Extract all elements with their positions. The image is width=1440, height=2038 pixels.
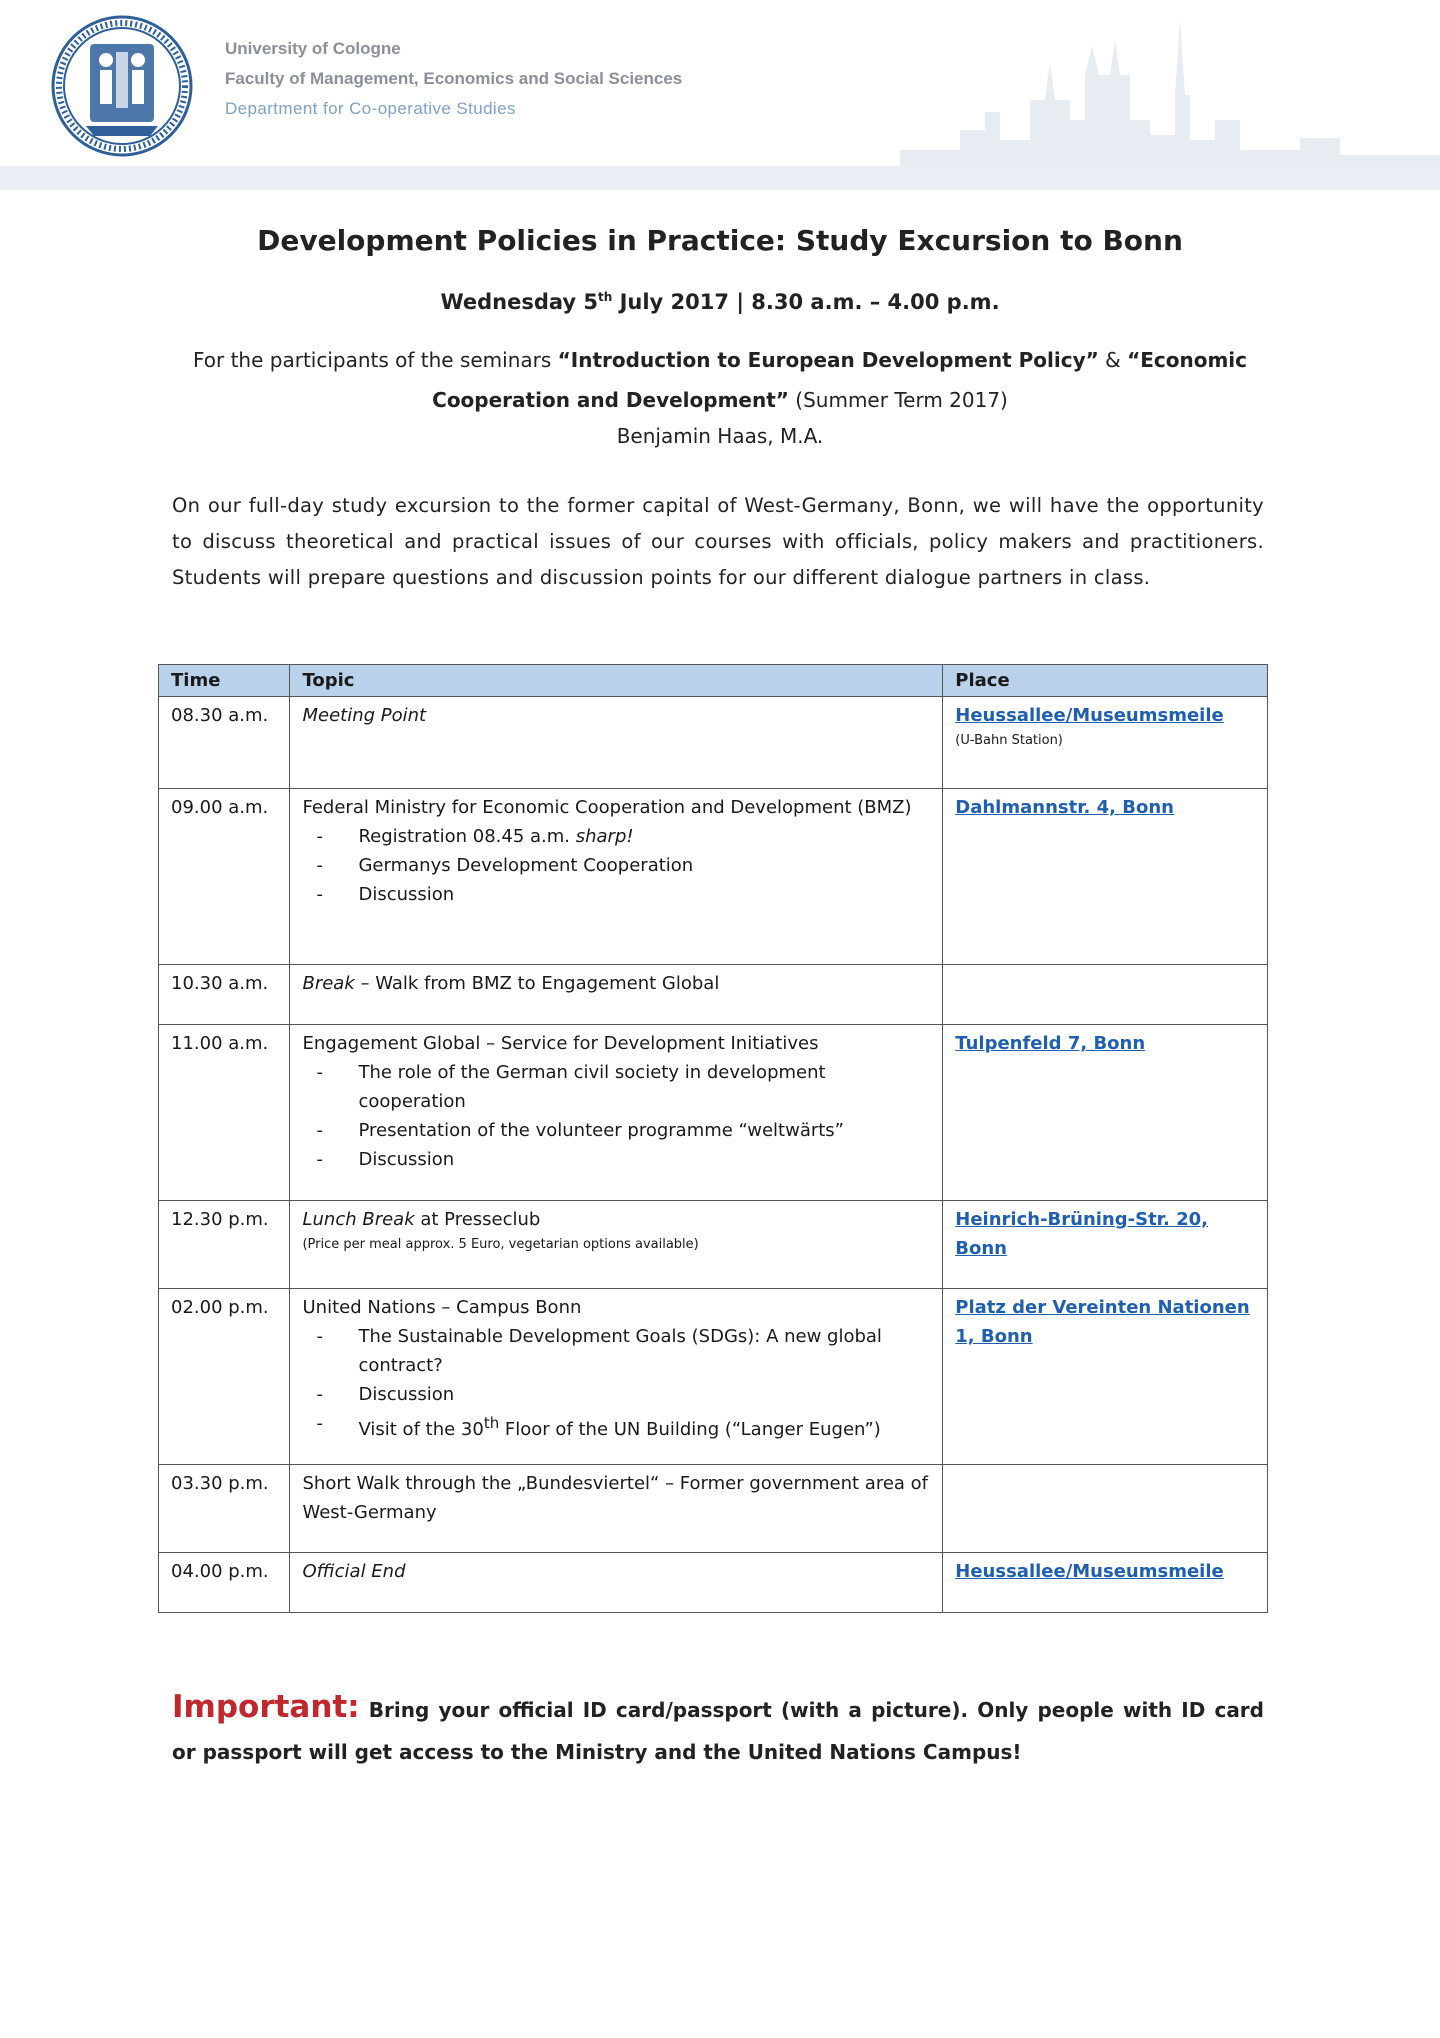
time-cell: 03.30 p.m. [159, 1465, 290, 1553]
important-notice [172, 1686, 1264, 1773]
header-time: Time [159, 665, 290, 697]
place-cell [943, 1201, 1268, 1289]
bullet-item: - The Sustainable Development Goals (SDGs): A new global contract? [302, 1322, 930, 1380]
time-cell: 02.00 p.m. [159, 1289, 290, 1465]
intro-paragraph: On our full-day study excursion to the former capital of West-Germany, Bonn, we will have the opportunity to discuss theoretical and practical issues of our courses with officials, policy makers and practitioners. Students will prepare questions and discussion points for our different dialogue partners in class. [172, 494, 1264, 589]
university-name: University of Cologne [225, 39, 401, 58]
topic-cell [290, 1025, 943, 1201]
table-row [159, 789, 1268, 965]
table-row [159, 1025, 1268, 1201]
schedule-table [158, 664, 1268, 1613]
place-cell [943, 965, 1268, 1025]
place-cell [943, 697, 1268, 789]
event-date [0, 290, 1440, 314]
topic-rest: – Walk from BMZ to Engagement Global [354, 973, 720, 994]
topic-bullets [302, 822, 930, 909]
place-cell [943, 789, 1268, 965]
topic-cell [290, 1201, 943, 1289]
topic-italic: Official End [302, 1561, 406, 1582]
bullet-item: - Discussion [302, 1145, 930, 1174]
bullet-item: - Presentation of the volunteer programme “weltwärts” [302, 1116, 930, 1145]
table-row [159, 1465, 1268, 1553]
place-link[interactable]: Platz der Vereinten Nationen 1, Bonn [955, 1297, 1250, 1347]
lecturer-name: Benjamin Haas, M.A. [616, 424, 824, 448]
time-cell: 12.30 p.m. [159, 1201, 290, 1289]
topic-bullets [302, 1058, 930, 1174]
bullet-ordinal: th [483, 1414, 500, 1432]
important-label: Important: [172, 1689, 360, 1725]
participants-amp: & [1098, 348, 1128, 372]
topic-title: United Nations – Campus Bonn [302, 1297, 582, 1318]
bullet-item: - The role of the German civil society in development cooperation [302, 1058, 930, 1116]
topic-title: Federal Ministry for Economic Cooperation and Development (BMZ) [302, 797, 912, 818]
topic-cell [290, 789, 943, 965]
table-row [159, 965, 1268, 1025]
seminar-2-name-part1: “Economic [1127, 348, 1247, 372]
university-seal-logo [50, 14, 194, 158]
date-ordinal: th [598, 290, 613, 304]
topic-cell [290, 697, 943, 789]
place-link[interactable]: Heussallee/Museumsmeile [955, 1561, 1224, 1582]
topic-note: (Price per meal approx. 5 Euro, vegetarian options available) [302, 1237, 699, 1252]
place-link[interactable]: Tulpenfeld 7, Bonn [955, 1033, 1146, 1054]
bullet-item: - Discussion [302, 1380, 930, 1409]
participants-lead: For the participants of the seminars [192, 348, 558, 372]
time-cell: 04.00 p.m. [159, 1553, 290, 1613]
place-link[interactable]: Heinrich-Brüning-Str. 20, Bonn [955, 1209, 1208, 1259]
place-link[interactable]: Heussallee/Museumsmeile [955, 705, 1224, 726]
table-row [159, 1289, 1268, 1465]
table-row [159, 1201, 1268, 1289]
place-link[interactable]: Dahlmannstr. 4, Bonn [955, 797, 1174, 818]
time-cell: 09.00 a.m. [159, 789, 290, 965]
topic-cell: Short Walk through the „Bundesviertel“ – Former government area of West-Germany [290, 1465, 943, 1553]
document-title: Development Policies in Practice: Study Excursion to Bonn [257, 224, 1183, 257]
important-text: Bring your official ID card/passport (with a picture). Only people with ID card or passport will get access to the Ministry and the United Nations Campus! [172, 1698, 1264, 1764]
place-cell [943, 1025, 1268, 1201]
topic-italic: Lunch Break [302, 1209, 415, 1230]
cologne-skyline-graphic [0, 0, 1440, 190]
place-cell [943, 1289, 1268, 1465]
place-cell [943, 1465, 1268, 1553]
topic-rest: at Presseclub [414, 1209, 541, 1230]
faculty-name: Faculty of Management, Economics and Social Sciences [225, 69, 683, 88]
topic-cell [290, 1289, 943, 1465]
header-topic: Topic [290, 665, 943, 697]
bullet-text: Floor of the UN Building (“Langer Eugen”) [499, 1419, 881, 1440]
topic-title: Engagement Global – Service for Development Initiatives [302, 1033, 819, 1054]
date-prefix: Wednesday 5 [440, 290, 598, 314]
date-suffix: July 2017 | 8.30 a.m. – 4.00 p.m. [612, 290, 1000, 314]
table-row [159, 1553, 1268, 1613]
topic-cell [290, 965, 943, 1025]
participants-term: (Summer Term 2017) [788, 388, 1008, 412]
participants-line [0, 340, 1440, 420]
header-place: Place [943, 665, 1268, 697]
bullet-item [302, 1409, 930, 1444]
time-cell: 11.00 a.m. [159, 1025, 290, 1201]
time-cell: 08.30 a.m. [159, 697, 290, 789]
bullet-item [302, 822, 930, 851]
place-note: (U-Bahn Station) [955, 733, 1063, 748]
topic-italic: Meeting Point [302, 705, 427, 726]
place-cell [943, 1553, 1268, 1613]
bullet-text: Registration 08.45 a.m. [358, 826, 576, 847]
letterhead [0, 0, 1440, 190]
topic-bullets [302, 1322, 930, 1444]
topic-italic: Break [302, 973, 355, 994]
bullet-item: - Germanys Development Cooperation [302, 851, 930, 880]
seminar-2-name-part2: Cooperation and Development” [432, 388, 789, 412]
table-header-row [159, 665, 1268, 697]
time-cell: 10.30 a.m. [159, 965, 290, 1025]
department-name: Department for Co-operative Studies [225, 99, 516, 118]
bullet-italic: sharp! [575, 826, 634, 847]
bullet-text: Visit of the 30 [358, 1419, 484, 1440]
topic-cell [290, 1553, 943, 1613]
table-row [159, 697, 1268, 789]
bullet-item: - Discussion [302, 880, 930, 909]
seminar-1-name: “Introduction to European Development Policy” [557, 348, 1099, 372]
